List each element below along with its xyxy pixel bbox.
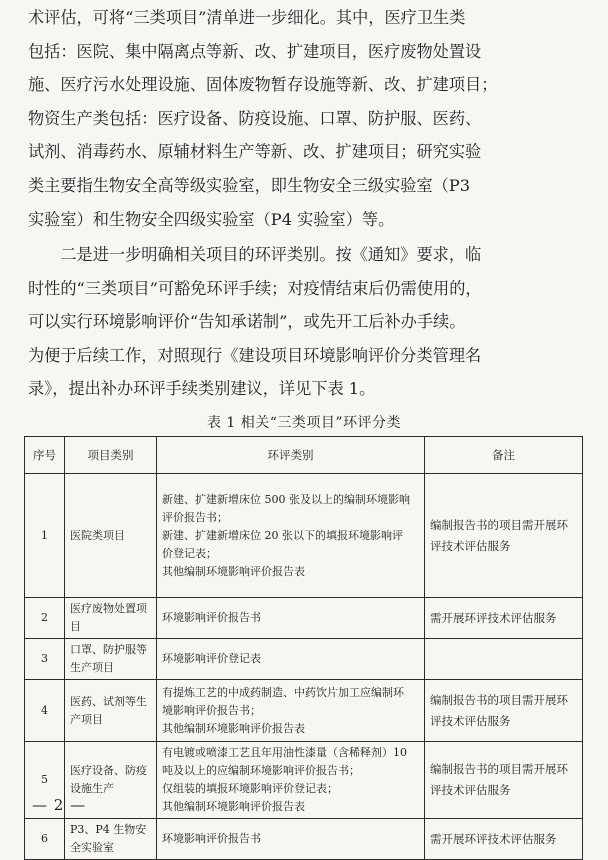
requirement-line: 境影响评价报告书； [162, 703, 261, 717]
eia-requirement [157, 742, 425, 819]
paragraph-eia-category-line: 为便于后续工作，对照现行《建设项目环境影响评价分类管理名 [28, 345, 482, 365]
requirement-line: 新建、扩建新增床位 500 张及以上的编制环境影响 [162, 492, 410, 506]
eia-requirement [157, 680, 425, 742]
requirement-line: 环境影响评价报告书 [162, 832, 261, 845]
paragraph-eia-category-line: 时性的“三类项目”可豁免环评手续；对疫情结束后仍需使用的， [28, 278, 482, 298]
project-category: 医院类项目 [65, 474, 157, 598]
table-row [25, 639, 583, 680]
table-header-row [25, 437, 583, 474]
paragraph-project-scope-line: 类主要指生物安全高等级实验室，即生物安全三级实验室（P3 [28, 175, 471, 195]
row-number: 4 [25, 680, 65, 742]
requirement-line: 仅组装的填报环境影响评价登记表； [162, 782, 338, 795]
eia-requirement [157, 639, 425, 680]
row-note: 编制报告书的项目需开展环评技术评估服务 [425, 474, 583, 598]
requirement-line: 有电镀或喷漆工艺且年用油性漆量（含稀释剂）10 [162, 746, 407, 759]
requirement-line: 其他编制环境影响评价报告表 [162, 721, 305, 735]
table-row [25, 819, 583, 860]
header-category: 项目类别 [65, 437, 157, 474]
requirement-line: 环境影响评价登记表 [162, 652, 261, 665]
header-no: 序号 [25, 437, 65, 474]
project-category: P3、P4 生物安全实验室 [65, 819, 157, 860]
requirement-line: 吨及以上的应编制环境影响评价报告书； [162, 764, 360, 777]
project-category: 医药、试剂等生产项目 [65, 680, 157, 742]
table-row [25, 742, 583, 819]
requirement-line: 价登记表； [162, 546, 217, 560]
row-number: 1 [25, 474, 65, 598]
requirement-line: 其他编制环境影响评价报告表 [162, 564, 305, 578]
requirement-line: 其他编制环境影响评价报告表 [162, 800, 305, 813]
eia-classification-table [24, 436, 583, 860]
table-caption: 表 1 相关“三类项目”环评分类 [206, 415, 402, 431]
paragraph-eia-category-line: 可以实行环境影响评价“告知承诺制”，或先开工后补办手续。 [28, 312, 466, 332]
table-row [25, 474, 583, 598]
row-note: 需开展环评技术评估服务 [425, 598, 583, 639]
row-note: 编制报告书的项目需开展环评技术评估服务 [425, 680, 583, 742]
row-number: 6 [25, 819, 65, 860]
requirement-line: 有提炼工艺的中成药制造、中药饮片加工应编制环 [162, 685, 404, 699]
paragraph-project-scope-line: 实验室）和生物安全四级实验室（P4 实验室）等。 [28, 209, 395, 229]
paragraph-eia-category-line: 录》，提出补办环评手续类别建议，详见下表 1。 [28, 379, 376, 399]
paragraph-project-scope [28, 1, 584, 236]
paragraph-project-scope-line: 包括：医院、集中隔离点等新、改、扩建项目，医疗废物处置设 [28, 41, 482, 61]
table-row [25, 680, 583, 742]
project-category: 医疗废物处置项目 [65, 598, 157, 639]
paragraph-eia-category [28, 238, 584, 406]
eia-requirement [157, 819, 425, 860]
header-note: 备注 [425, 437, 583, 474]
project-category: 口罩、防护服等生产项目 [65, 639, 157, 680]
header-eia-type: 环评类别 [157, 437, 425, 474]
requirement-line: 环境影响评价报告书 [162, 611, 261, 624]
row-number: 3 [25, 639, 65, 680]
paragraph-project-scope-line: 试剂、消毒药水、原辅材料生产等新、改、扩建项目；研究实验 [28, 142, 482, 162]
table-row [25, 598, 583, 639]
row-note [425, 639, 583, 680]
row-note: 需开展环评技术评估服务 [425, 819, 583, 860]
row-note: 编制报告书的项目需开展环评技术评估服务 [425, 742, 583, 819]
row-number: 2 [25, 598, 65, 639]
paragraph-eia-category-line: 二是进一步明确相关项目的环评类别。按《通知》要求，临 [28, 245, 482, 264]
requirement-line: 新建、扩建新增床位 20 张以下的填报环境影响评 [162, 528, 403, 542]
project-category: 医疗设备、防疫设施生产 [65, 742, 157, 819]
paragraph-project-scope-line: 物资生产类包括：医疗设备、防疫设施、口罩、防护服、医药、 [28, 108, 482, 128]
paragraph-project-scope-line: 施、医疗污水处理设施、固体废物暂存设施等新、改、扩建项目； [28, 75, 498, 95]
page-number: — 2 — [32, 796, 87, 814]
requirement-line: 评价报告书； [162, 510, 228, 524]
paragraph-project-scope-line: 术评估，可将“三类项目”清单进一步细化。其中，医疗卫生类 [28, 8, 466, 27]
row-number: 5 [25, 742, 65, 819]
eia-requirement [157, 474, 425, 598]
eia-requirement [157, 598, 425, 639]
